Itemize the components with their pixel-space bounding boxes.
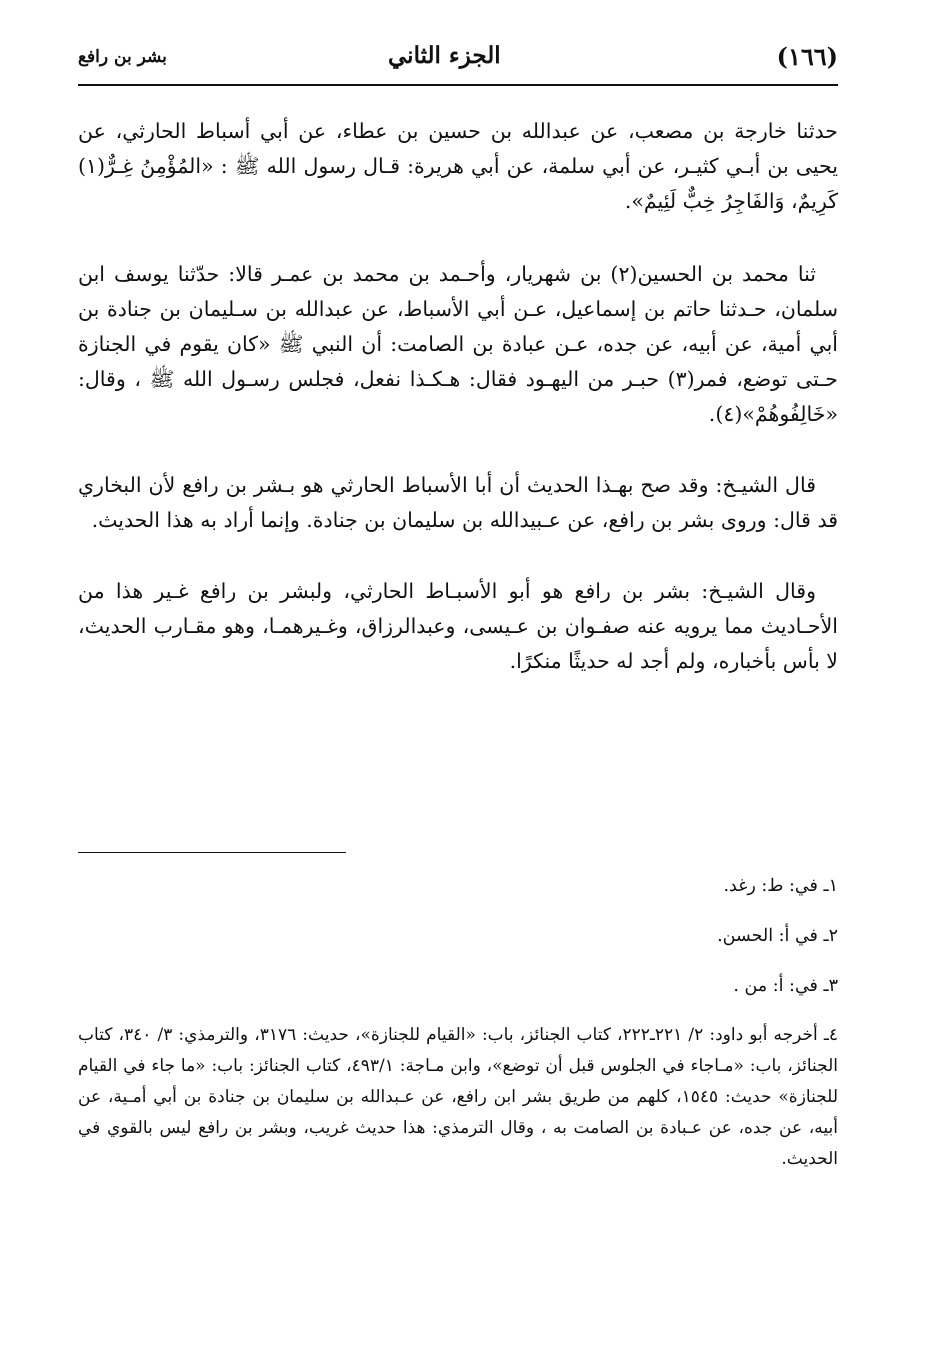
paragraph-3: قال الشيـخ: وقد صح بهـذا الحديث أن أبا الأسباط الحارثي هو بـشر بن رافع لأن البخاري قد قال: وروى بشر بن رافع، عن عـبيدالله بن سليمان بن جنادة. وإنما أراد به هذا الحديث. bbox=[78, 473, 838, 532]
header-rule bbox=[78, 84, 838, 86]
footnote-3: ٣ـ في: أ: من . bbox=[733, 976, 838, 996]
footnote-separator bbox=[78, 852, 346, 853]
running-title: بشر بن رافع bbox=[78, 47, 167, 67]
footnotes bbox=[78, 870, 838, 1175]
page-header bbox=[78, 38, 838, 78]
page-number: (١٦٦) bbox=[776, 42, 838, 71]
footnote-1: ١ـ في: ط: رغد. bbox=[723, 876, 838, 896]
paragraph-1: حدثنا خارجة بن مصعب، عن عبدالله بن حسين بن عطاء، عن أبي أسباط الحارثي، عن يحيى بن أبـي كثيـر، عن أبي سلمة، عن أبي هريرة: قـال رسول الله ﷺ : «المُؤْمِنُ غِـرٌّ(١) كَرِيمٌ، وَالفَاجِرُ خِبٌّ لَئِيمٌ». bbox=[78, 119, 838, 213]
book-page bbox=[78, 30, 838, 1330]
part-title: الجزء الثاني bbox=[388, 42, 501, 69]
main-text bbox=[78, 114, 838, 715]
footnote-2: ٢ـ في أ: الحسن. bbox=[717, 926, 838, 946]
paragraph-2: ثنا محمد بن الحسين(٢) بن شهريار، وأحـمد بن محمد بن عمـر قالا: حدّثنا يوسف ابن سلمان، حـدثنا حاتم بن إسماعيل، عـن أبي الأسباط، عن عبدالله بن سـليمان بن جنادة بن أبي أمية، عن أبيه، عن جده، عـن عبادة بن الصامت: أن النبي ﷺ «كان يقوم في الجنازة حـتى توضع، فمر(٣) حبـر من اليهـود فقال: هـكـذا نفعل، فجلس رسـول الله ﷺ ، وقال: «خَالِفُوهُمْ»(٤). bbox=[78, 262, 838, 426]
paragraph-4: وقال الشيـخ: بشر بن رافع هو أبو الأسبـاط الحارثي، ولبشر بن رافع غـير هذا من الأحـاديث مما يرويه عنه صفـوان بن عـيسى، وعبدالرزاق، وغـيرهمـا، وهو مقـارب الحديث، لا بأس بأخباره، ولم أجد له حديثًا منكرًا. bbox=[78, 579, 838, 673]
footnote-4: ٤ـ أخرجه أبو داود: ٢/ ٢٢١ـ٢٢٢، كتاب الجنائز، باب: «القيام للجنازة»، حديث: ٣١٧٦، والترمذي: ٣/ ٣٤٠، كتاب الجنائز، باب: «مـاجاء في الجلوس قبل أن توضع»، وابن مـاجة: ٤٩٣/١، كتاب الجنائز: باب: «ما جاء في القيام للجنازة» حديث: ١٥٤٥، كلهم من طريق بشر ابن رافع، عن عـبدالله بن سليمان بن جنادة بن أبي أمـية، عن أبيه، عن جده، عن عـبادة بن الصامت به ، وقال الترمذي: هذا حديث غريب، وبشر بن رافع ليس بالقوي في الحديث. bbox=[78, 1025, 839, 1169]
